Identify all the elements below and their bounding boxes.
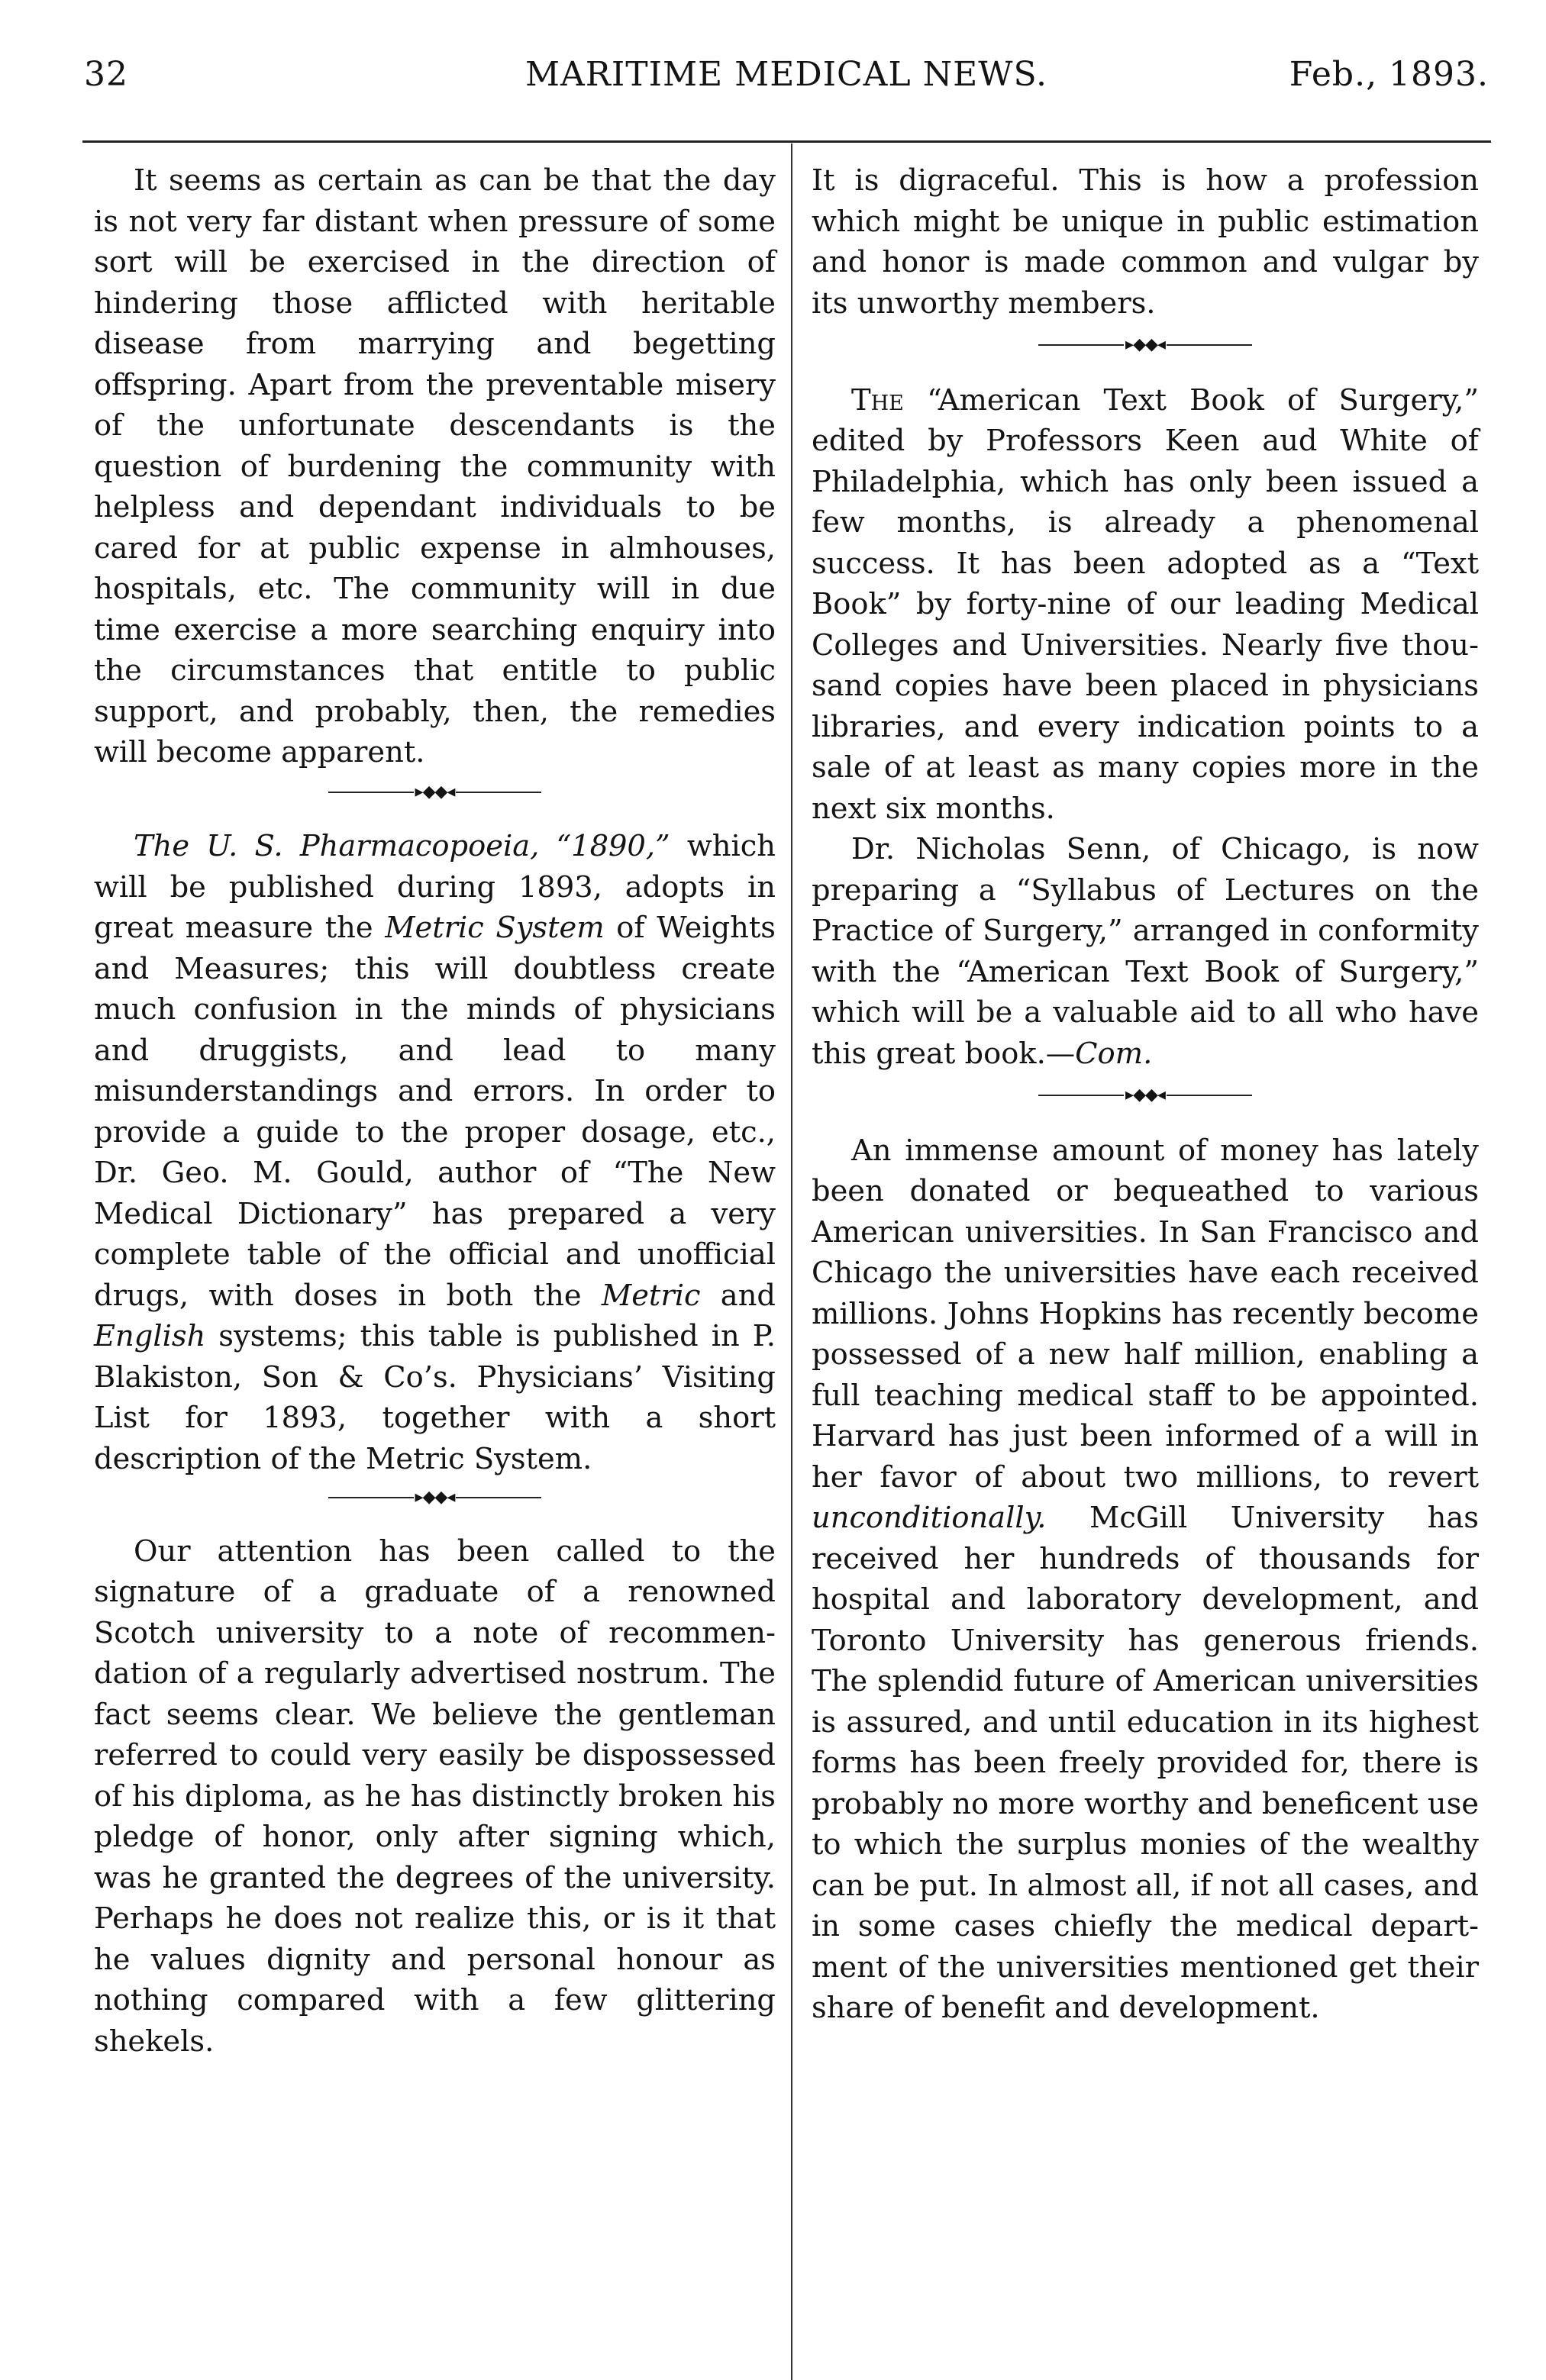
column-divider	[791, 144, 792, 2380]
textbook-lead-word: The	[851, 382, 904, 418]
running-header	[84, 55, 1489, 116]
right-column	[812, 160, 1479, 2029]
pharmacopoeia-title: The U. S. Pharmacopoeia,	[134, 829, 540, 863]
pharmacopoeia-paragraph: The U. S. Pharmacopoeia, “1890,” which will be published during 1893, adopts in great measure the Metric System of Weights and Measures; this will doubtless create much confusion in the minds of physicians and druggists, and lead to many misunderstandings and errors. In order to provide a guide to the proper dosage, etc., Dr. Geo. M. Gould, author of “The New Medical Dictionary” has prepared a very complete table of the official and unofficial drugs, with doses in both the Metric and English systems; this table is published in P. Blakiston, Son & Co’s. Physicians’ Visiting List for 1893, together with a short description of the Metric System.	[94, 829, 776, 1476]
english-term: English	[94, 1319, 206, 1353]
left-column	[94, 160, 776, 2062]
section-separator	[812, 1086, 1479, 1103]
issue-date: Feb., 1893.	[1289, 55, 1489, 94]
disgraceful-paragraph: It is digraceful. This is how a profession which might be unique in public estimation and honor is made common and vulgar by its unworthy members.	[812, 163, 1479, 321]
separator-ornament: ▸◆◆◂	[1125, 334, 1165, 354]
metric-term: Metric	[601, 1278, 701, 1313]
senn-paragraph: Dr. Nicholas Senn, of Chicago, is now preparing a “Syllabus of Lectures on the Practice of Surgery,” arranged in conformity with the “American Text Book of Surgery,” which will be a valuable aid to all who have this great book.—Com.	[812, 832, 1479, 1071]
section-separator	[94, 1488, 776, 1505]
contributor-signature: Com.	[1075, 1036, 1153, 1071]
separator-ornament: ▸◆◆◂	[415, 1487, 455, 1507]
nostrum-paragraph: Our attention has been called to the signature of a graduate of a renowned Scotch university to a note of recommendation of a regularly advertised nostrum. The fact seems clear. We believe the gentleman referred to could very easily be dispossessed of his diploma, as he has distinctly broken his pledge of honor, only after signing which, was he granted the degrees of the university. Perhaps he does not realize this, or is it that he values dignity and personal honour as nothing compared with a few glittering shekels.	[94, 1533, 776, 2059]
metric-system-term: Metric System	[385, 911, 605, 945]
section-separator	[94, 784, 776, 801]
separator-ornament: ▸◆◆◂	[415, 782, 455, 801]
textbook-paragraph: The “American Text Book of Surgery,” edited by Professors Keen aud White of Philadelphia, which has only been issued a few months, is already a phenomenal success. It has been adopted as a “Text Book” by forty-nine of our leading Medical Colleges and Universities. Nearly five thousand copies have been placed in physicians libraries, and every indication points to a sale of at least as many copies more in the next six months.	[812, 382, 1479, 826]
header-rule	[82, 140, 1491, 143]
pharmacopoeia-year: “1890,”	[556, 829, 670, 863]
journal-title: MARITIME MEDICAL NEWS.	[524, 55, 1048, 94]
page-number: 32	[84, 55, 128, 94]
heredity-paragraph: It seems as certain as can be that the day is not very far distant when pressure of some sort will be exercised in the direction of hindering those afflicted with heritable disease from marrying and begetting offspring. Apart from the preventable misery of the unfortunate descendants is the question of burdening the community with helpless and dependant individuals to be cared for at public expense in almhouses, hospitals, etc. The community will in due time exercise a more searching enquiry into the circumstances that entitle to public support, and probably, then, the remedies will become apparent.	[94, 163, 776, 769]
universities-paragraph: An immense amount of money has lately been donated or bequeathed to various American universities. In San Francisco and Chicago the universities have each received millions. Johns Hopkins has recently become possessed of a new half million, enabling a full teaching medical staff to be appointed. Harvard has just been informed of a will in her favor of about two millions, to revert unconditionally. McGill University has received her hundreds of thousands for hospital and laboratory development, and Toronto University has generous friends. The splendid future of American universities is assured, and until education in its highest forms has been freely provided for, there is probably no more worthy and beneficent use to which the surplus monies of the wealthy can be put. In almost all, if not all cases, and in some cases chiefly the medical department of the universities mentioned get their share of benefit and development.	[812, 1133, 1479, 2025]
unconditionally-term: unconditionally.	[812, 1501, 1047, 1535]
separator-ornament: ▸◆◆◂	[1125, 1085, 1165, 1105]
section-separator	[812, 336, 1479, 353]
